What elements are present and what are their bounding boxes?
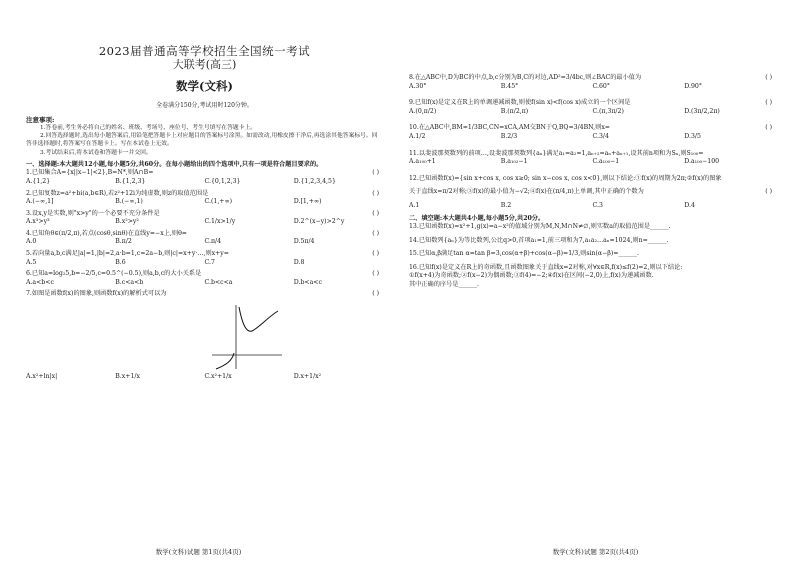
question-15: 15.已知α,β满足tan α=tan β=3,cos(α+β)+cos(α−β)=1/3,则sin(α−β)=______.	[409, 250, 639, 258]
question-5	[26, 250, 383, 267]
option-a: A.30°	[409, 82, 427, 90]
option-d: D.8	[293, 258, 305, 266]
answer-paren: ( )	[372, 169, 379, 177]
option-d: D.[1,+∞)	[293, 198, 322, 206]
section-choice-title: 一、选择题:本大题共12小题,每小题5分,共60分。在每小题给出的四个选项中,只有一项是符合题目要求的。	[26, 160, 323, 168]
option-b: B.a₁₀₂−1	[500, 158, 528, 166]
curve-right-branch	[239, 307, 278, 331]
question-stem: 10.在△ABC中,BM=1/3BC,CN=xCA,AM交BN于Q,BQ=3/4BN,则x=	[409, 124, 610, 132]
question-stem: 11.以斐波那契数列的前项…,设斐波那契数列{aₙ}满足a₁=a₂=1,aₙ₊₂=aₙ+aₙ₊₁,设其前n项和为Sₙ,则S₁₀₀=	[409, 149, 704, 157]
option-d: D.3/5	[684, 132, 701, 140]
notice-1: 1.答卷前,考生务必将自己的姓名、班级、考场号、座位号、考生号填写在答题卡上。	[40, 125, 257, 131]
question-stem: 4.已知角θ∈(π/2,π),若点(cosθ,sinθ)在直线y=−x上,则θ=	[26, 229, 187, 237]
option-d: D.(3π/2,2π)	[684, 107, 720, 115]
option-d: D.b<a<c	[293, 278, 322, 286]
option-c: C.(1,+∞)	[204, 198, 233, 206]
option-d: D.5π/4	[293, 238, 315, 246]
notice-2: 2.回答选择题时,选出每小题答案后,用铅笔把答题卡上对应题目的答案标号涂黑。如需改动,用橡皮擦干净后,再选涂其他答案标号。回答非选择题时,将答案写在答题卡上。写在本试卷上无效。	[26, 133, 378, 148]
option-d: D.90°	[684, 82, 702, 90]
question-6	[26, 270, 383, 287]
question-stem-continued: 关于直线x=π/2对称;③f(x)的最小值为−√2;④f(x)在(π/4,π)上单调,其中正确的个数为	[409, 188, 644, 196]
option-c: C.{0,1,2,3}	[204, 177, 241, 185]
answer-paren: ( )	[372, 209, 379, 217]
question-16: 16.已知f(x)是定义在R上的奇函数,且函数图象关于直线x=2对称,对∀x∈R,f(x)≤f(2)=2,则以下结论:	[409, 263, 683, 271]
option-d: D.4	[684, 201, 695, 209]
question-stem: 9.已知f(x)是定义在R上的单调递减函数,则使f(sin x)<f(cos x)成立的一个区间是	[409, 99, 631, 107]
option-c: C.1/x>1/y	[204, 218, 236, 226]
answer-paren: ( )	[372, 270, 379, 278]
answer-paren: ( )	[372, 229, 379, 237]
answer-paren: ( )	[372, 290, 379, 298]
answer-paren: ( )	[765, 99, 772, 107]
option-b: B.6	[115, 258, 126, 266]
question-stem: 2.已知复数z=a²+bi(a,b∈R),若z²+12i为纯虚数,则z的取值范围是	[26, 189, 209, 197]
answer-paren: ( )	[765, 74, 772, 81]
question-13: 13.已知函数f(x)=x²+1,g(x)=a−x²的值域分别为M,N,M∩N≠∅,则实数a的取值范围是______.	[409, 223, 671, 231]
answer-paren: ( )	[372, 189, 379, 197]
option-c: C.a₁₀₀−1	[592, 158, 620, 166]
option-c: C.(π,3π/2)	[592, 107, 624, 115]
option-a: A.(−∞,1]	[26, 198, 54, 206]
option-b: B.2/3	[500, 132, 518, 140]
answer-paren: ( )	[765, 124, 772, 132]
page-right	[397, 0, 794, 562]
option-b: B.2	[500, 201, 512, 209]
exam-subtitle: 大联考(高三)	[172, 58, 237, 71]
option-b: B.π/2	[115, 238, 132, 246]
option-c: C.60°	[592, 82, 610, 90]
subject-title: 数学(文科)	[176, 79, 233, 93]
option-a: A.a<b<c	[26, 278, 54, 286]
option-b: B.c<a<b	[115, 278, 144, 286]
exam-meta: 全卷满分150分,考试用时120分钟。	[156, 102, 253, 109]
answer-paren: ( )	[765, 188, 772, 196]
option-b: B.(−∞,1)	[115, 198, 143, 206]
option-d: D.{1,2,3,4,5}	[293, 177, 336, 185]
option-c: C.x²+1/x	[204, 373, 232, 381]
notice-3: 3.考试结束后,将本试卷和答题卡一并交回。	[40, 149, 152, 156]
option-b: B.(π/2,π)	[500, 107, 529, 115]
answer-paren: ( )	[372, 250, 379, 258]
option-c: C.3	[592, 201, 603, 209]
option-a: A.(0,π/2)	[409, 107, 437, 115]
question-3	[26, 210, 383, 227]
option-a: A.{1,2}	[26, 177, 51, 185]
option-b: B.45°	[500, 82, 519, 90]
question-16-statements: ①f(x+4)为奇函数;②f(x−2)为偶函数;③f(4)=−2;④f(x)在区间(−2,0)上,f(x)为递减函数.	[409, 272, 654, 280]
question-14: 14.已知数列{aₙ}为等比数列,公比q>0,首项a₁=1,前三项和为7,a₁a₂…aₙ=1024,则n=______.	[409, 236, 669, 244]
question-16-prompt: 其中正确的序号是______.	[409, 281, 480, 288]
question-stem: 8.在△ABC中,D为BC的中点,b,c分别为B,C的对边,AD²=3/4bc,则∠BAC的最小值为	[409, 74, 642, 81]
notice-title: 注意事项:	[26, 116, 55, 124]
question-stem: 6.已知a=log₂5,b=−2/5,c=0.5^(−0.5),则a,b,c的大小关系是	[26, 270, 202, 278]
question-10	[409, 124, 776, 141]
option-d: D.x+1/x²	[293, 373, 322, 381]
option-b: B.x+1/x	[115, 373, 140, 381]
option-d: D.a₁₀₀−100	[684, 158, 720, 166]
function-graph-svg	[206, 303, 286, 371]
question-stem: 1.已知集合A={x||x−1|<2},B=N*,则A∩B=	[26, 169, 154, 177]
option-c: C.3/4	[592, 132, 609, 140]
question-stem: 7.如图是函数f(x)的图象,则函数f(x)的解析式可以为	[26, 290, 167, 298]
question-8	[409, 74, 776, 91]
option-c: C.b<c<a	[204, 278, 233, 286]
question-stem: 3.设x,y是实数,则"x>y"的一个必要不充分条件是	[26, 209, 160, 217]
question-stem: 12.已知函数f(x)={sin x+cos x, cos x≥0; sin x−cos x, cos x<0},则以下结论:①f(x)的周期为2π;②f(x)的图象	[409, 174, 722, 182]
option-d: D.2^(x−y)>2^y	[293, 218, 345, 226]
option-a: A.x³>y³	[26, 218, 50, 226]
question-2	[26, 190, 383, 207]
option-b: B.x²>y²	[115, 218, 139, 226]
question-7	[26, 290, 383, 381]
question-12	[409, 175, 776, 211]
option-a: A.5	[26, 258, 37, 266]
page-footer-right: 数学(文科)试题 第2页(共4页)	[552, 548, 639, 556]
exam-title: 2023届普通高等学校招生全国统一考试	[98, 44, 311, 58]
question-9	[409, 99, 776, 116]
question-4	[26, 230, 383, 247]
function-graph	[26, 303, 383, 373]
page-footer-left: 数学(文科)试题 第1页(共4页)	[155, 548, 242, 556]
option-a: A.1/2	[409, 132, 426, 140]
option-a: A.0	[26, 238, 37, 246]
option-c: C.π/4	[204, 238, 222, 246]
option-a: A.x²+ln|x|	[26, 373, 58, 381]
question-stem: 5.若向量a,b,c满足|a|=1,|b|=2,a·b=1,c=2a−b,则|c|=x+y·…,则x+y=	[26, 250, 229, 258]
option-a: A.1	[409, 201, 420, 209]
section-fill-title: 二、填空题:本大题共4小题,每小题5分,共20分。	[409, 214, 545, 222]
question-1	[26, 169, 383, 186]
question-11	[409, 150, 776, 167]
option-b: B.{1,2,3}	[115, 177, 146, 185]
option-c: C.7	[204, 258, 215, 266]
option-a: A.a₁₀₀+1	[409, 158, 436, 166]
